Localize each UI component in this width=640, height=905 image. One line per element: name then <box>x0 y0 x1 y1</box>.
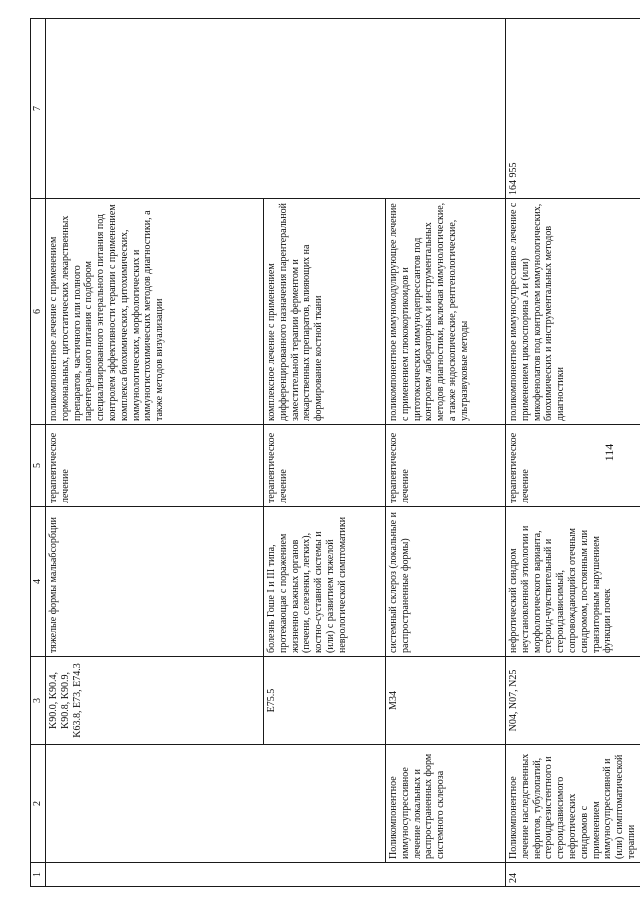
page-number: 114 <box>602 443 616 462</box>
header-cell: 6 <box>31 199 46 425</box>
treatment-method-cell: поликомпонентное иммуносупрессивное лечение с применением циклоспорина A и (или) микофенолатов под контролем иммунологических, биохимических и инструментальных методов диагностики <box>506 199 640 425</box>
treatment-type-cell: терапевтическое лечение <box>46 425 264 507</box>
header-cell: 2 <box>31 745 46 863</box>
medical-care-table <box>30 18 640 887</box>
icd-codes-cell: E75.5 <box>264 657 386 745</box>
disease-cell: нефротический синдром неустановленной этиологии и морфологического варианта, стероид-чувствительный и стероидзависимый, сопровождающийся отечным синдромом, постоянным или транзиторным нарушением функции почек <box>506 507 640 657</box>
cost-cell <box>46 19 506 199</box>
header-cell: 4 <box>31 507 46 657</box>
icd-codes-cell: N04, N07, N25 <box>506 657 640 745</box>
header-row <box>31 19 46 887</box>
row-number-cell <box>46 863 506 887</box>
table-row <box>46 19 264 887</box>
disease-cell: тяжелые формы мальабсорбции <box>46 507 264 657</box>
treatment-type-cell: терапевтическое лечение <box>264 425 386 507</box>
header-cell: 3 <box>31 657 46 745</box>
treatment-type-cell: терапевтическое лечение <box>386 425 506 507</box>
disease-cell: системный склероз (локальные и распространенные формы) <box>386 507 506 657</box>
header-cell: 5 <box>31 425 46 507</box>
method-name-cell: Поликомпонентное иммуносупрессивное лечение локальных и распространенных форм системного склероза <box>386 745 506 863</box>
disease-cell: болезнь Гоше I и III типа, протекающая с поражением жизненно важных органов (печени, селезенки, легких), костно-суставной системы и (или) с развитием тяжелой неврологической симптоматики <box>264 507 386 657</box>
icd-codes-cell: K90.0, K90.4, K90.8, K90.9, K63.8, E73, E74.3 <box>46 657 264 745</box>
cost-cell: 164 955 <box>506 19 640 199</box>
table-row <box>506 19 640 887</box>
header-cell: 7 <box>31 19 46 199</box>
treatment-method-cell: поликомпонентное иммуномодулирующее лечение с применением глюкокортикоидов и цитотоксических иммунодепрессантов под контролем лабораторных и инструментальных методов диагностики, включая иммунологические, а также эндоскопические, рентгенологические, ультразвуковые методы <box>386 199 506 425</box>
treatment-type-cell: терапевтическое лечение <box>506 425 640 507</box>
icd-codes-cell: M34 <box>386 657 506 745</box>
method-group-cell <box>46 745 386 863</box>
method-name-cell: Поликомпонентное лечение наследственных нефритов, тубулопатий, стероидрезистентного и стероидзависимого нефротических синдромов с применением иммуносупрессивной и (или) симптоматической терапии <box>506 745 640 863</box>
treatment-method-cell: комплексное лечение с применением дифференцированного назначения парентеральной заместительной терапии ферментом и лекарственных препаратов, влияющих на формирование костной ткани <box>264 199 386 425</box>
row-number-cell: 24 <box>506 863 640 887</box>
treatment-method-cell: поликомпонентное лечение с применением гормональных, цитостатических лекарственных препаратов, частичного или полного парентерального питания с подбором специализированного энтерального питания под контролем эффективности терапии с применением комплекса биохимических, цитохимических, иммунологических, морфологических и иммуногистохимических методов диагностики, а также методов визуализации <box>46 199 264 425</box>
header-cell: 1 <box>31 863 46 887</box>
